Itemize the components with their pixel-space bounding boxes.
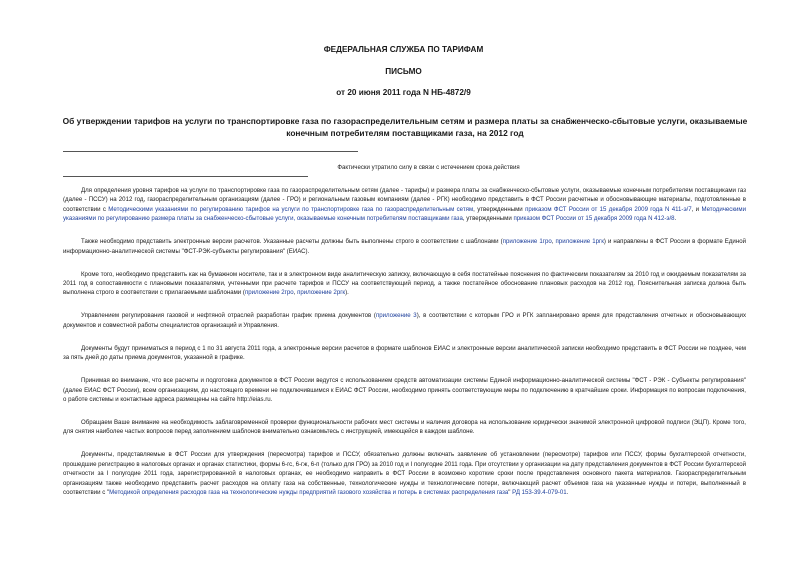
paragraph-text: . xyxy=(566,489,569,497)
link-appendix-2gro[interactable]: приложение 2гро xyxy=(244,289,294,297)
paragraph-text: , утвержденными xyxy=(473,205,526,213)
paragraph-text: , xyxy=(551,238,556,246)
link-methodical-guidelines-transport[interactable]: Методическими указаниями по регулированию тарифов на услуги по транспортировке газа по газораспределительным сетям xyxy=(108,205,474,213)
link-order-412[interactable]: приказом ФСТ России от 15 декабря 2009 года N 412-э/8 xyxy=(513,215,675,223)
paragraph-text: Для определения уровня тарифов на услуги по транспортировке газа по газораспределительным сетям (далее - тарифы) и размера платы за снабженческо-сбытовые услуги, оказываемые конечным потребителям поставщиками газ (далее - ПССУ) на 2012 год, газораспределительным организациям (далее - ГРО) и региональным газовым компаниям (далее - РГК) необходимо представить в ФСТ России расчетные и обосновывающие материалы, подготовленные в соответствии с xyxy=(63,187,746,213)
paragraph-text: Управлением регулирования газовой и нефтяной отраслей разработан график приема документов ( xyxy=(81,312,376,320)
paragraph-2 xyxy=(63,237,746,256)
paragraph-text: Также необходимо представить электронные версии расчетов. Указанные расчеты должны быть выполнены строго в соответствии с шаблонами ( xyxy=(81,238,503,246)
paragraph-text: , и xyxy=(691,205,702,213)
paragraph-text: , xyxy=(293,289,298,297)
paragraph-text: ) и направлены в ФСТ России в формате Единой информационно-аналитической системы "ФСТ-РЭК-субъекты регулирования" (ЕИАС). xyxy=(63,238,746,255)
paragraph-text: ). xyxy=(345,289,349,297)
paragraph-text: Документы, представляемые в ФСТ России для утверждения (пересмотра) тарифов и ПССУ, обязательно должны включать заявление об установлении (пересмотре) тарифов или ПССУ, формы бухгалтерской отчетности, прошедшие регистрацию в налоговых органах и органах статистики, формы 6-гс, 6-гж, 6-п (только для ГРО) за 2010 год и I полугодие 2011 года. При отсутствии у организации на дату представления документов в ФСТ России бухгалтерской отчетности за I полугодие 2011 года, зарегистрированной в налоговых органах, ее необходимо направить в ФСТ России в возможно короткие сроки после представления основного пакета материалов. Газораспределительным организациям также необходимо представить расчет расходов на оплату газа на собственные, технологические нужды и технологические потери, включающий расчет объемов газа на указанные нужды и потери, выполненный в соответствии с " xyxy=(63,451,746,497)
link-methodical-guidelines-supply[interactable]: Методическими указаниями по регулированию размера платы за снабженческо-сбытовые услуги, оказываемые конечным потребителям поставщиками газа xyxy=(63,205,746,223)
link-appendix-2rgk[interactable]: приложение 2ргк xyxy=(297,289,346,297)
paragraph-8 xyxy=(63,450,746,497)
paragraph-7: Обращаем Ваше внимание на необходимость заблаговременной проверки функциональности рабочих мест системы и наличия договора на использование юридически значимой электронной цифровой подписи (ЭЦП). Кроме того, для снятия наиболее частых вопросов перед заполнением шаблонов внимательно ознакомьтесь с инструкцией, имеющейся в каждом шаблоне. xyxy=(63,419,746,436)
paragraph-6: Принимая во внимание, что все расчеты и подготовка документов в ФСТ России ведутся с использованием средств автоматизации системы Единой информационно-аналитической системы "ФСТ - РЭК - Субъекты регулирования" (далее ЕИАС ФСТ России), всем организациям, до настоящего времени не подключившимся к ЕИАС ФСТ России, необходимо принять соответствующие меры по подключению в кратчайшие сроки. Информация по вопросам подключения, о работе системы и контактные адреса размещены на сайте http://eias.ru. xyxy=(63,377,746,404)
divider-bottom xyxy=(63,176,308,177)
link-appendix-1rgk[interactable]: приложение 1ргк xyxy=(555,238,604,246)
link-rd-153[interactable]: РД 153-39.4-079-01 xyxy=(512,489,567,497)
document-type: ПИСЬМО xyxy=(385,67,422,76)
paragraph-text: Кроме того, необходимо представить как на бумажном носителе, так и в электронном виде аналитическую записку, включающую в себя постатейные пояснения по фактическим показателям за 2010 год и ожидаемым показателям за 2011 год в сопоставимости с плановыми показателями, учтенными при расчете тарифов и ПССУ на соответствующий период, а также постатейное обоснование плановых расходов на 2012 год. Пояснительная записка должна быть выполнена строго в соответствии с прилагаемыми шаблонами ( xyxy=(63,270,746,297)
document-date-number: от 20 июня 2011 года N НБ-4872/9 xyxy=(336,88,471,97)
link-appendix-1gro[interactable]: приложение 1гро xyxy=(502,238,552,246)
link-order-411[interactable]: приказом ФСТ России от 15 декабря 2009 года N 411-э/7 xyxy=(525,205,692,213)
agency-name: ФЕДЕРАЛЬНАЯ СЛУЖБА ПО ТАРИФАМ xyxy=(323,45,484,54)
paragraph-3 xyxy=(63,270,746,298)
paragraph-text: ), в соответствии с которым ГРО и РГК запланировано время для представления отчетных и обосновывающих документов и совместной работы специалистов организаций и Управления. xyxy=(63,312,746,329)
paragraph-text: " xyxy=(508,489,513,497)
paragraph-4 xyxy=(63,311,746,330)
paragraph-text: , утвержденными xyxy=(462,215,514,223)
document-body xyxy=(63,186,746,511)
validity-status-note: Фактически утратило силу в связи с истечением срока действия xyxy=(337,164,520,171)
paragraph-text: . xyxy=(674,215,677,223)
paragraph-5: Документы будут приниматься в период с 1 по 31 августа 2011 года, а электронные версии расчетов в формате шаблонов ЕИАС и электронные версии аналитической записки необходимо представить в ФСТ России не позднее, чем за пять дней до даты приема документов, указанной в графике. xyxy=(63,344,746,362)
link-appendix-3[interactable]: приложение 3 xyxy=(375,312,417,320)
paragraph-1 xyxy=(63,186,746,224)
divider-top-long xyxy=(63,151,308,152)
document-title: Об утверждении тарифов на услуги по транспортировке газа по газораспределительным сетям и размера платы за снабженческо-сбытовые услуги, оказываемые конечным потребителям поставщиками газа, на 2012 год xyxy=(62,116,748,138)
link-gas-loss-methodology[interactable]: Методикой определения расходов газа на технологические нужды предприятий газового хозяйства и потерь в системах распределения газа xyxy=(109,489,509,497)
